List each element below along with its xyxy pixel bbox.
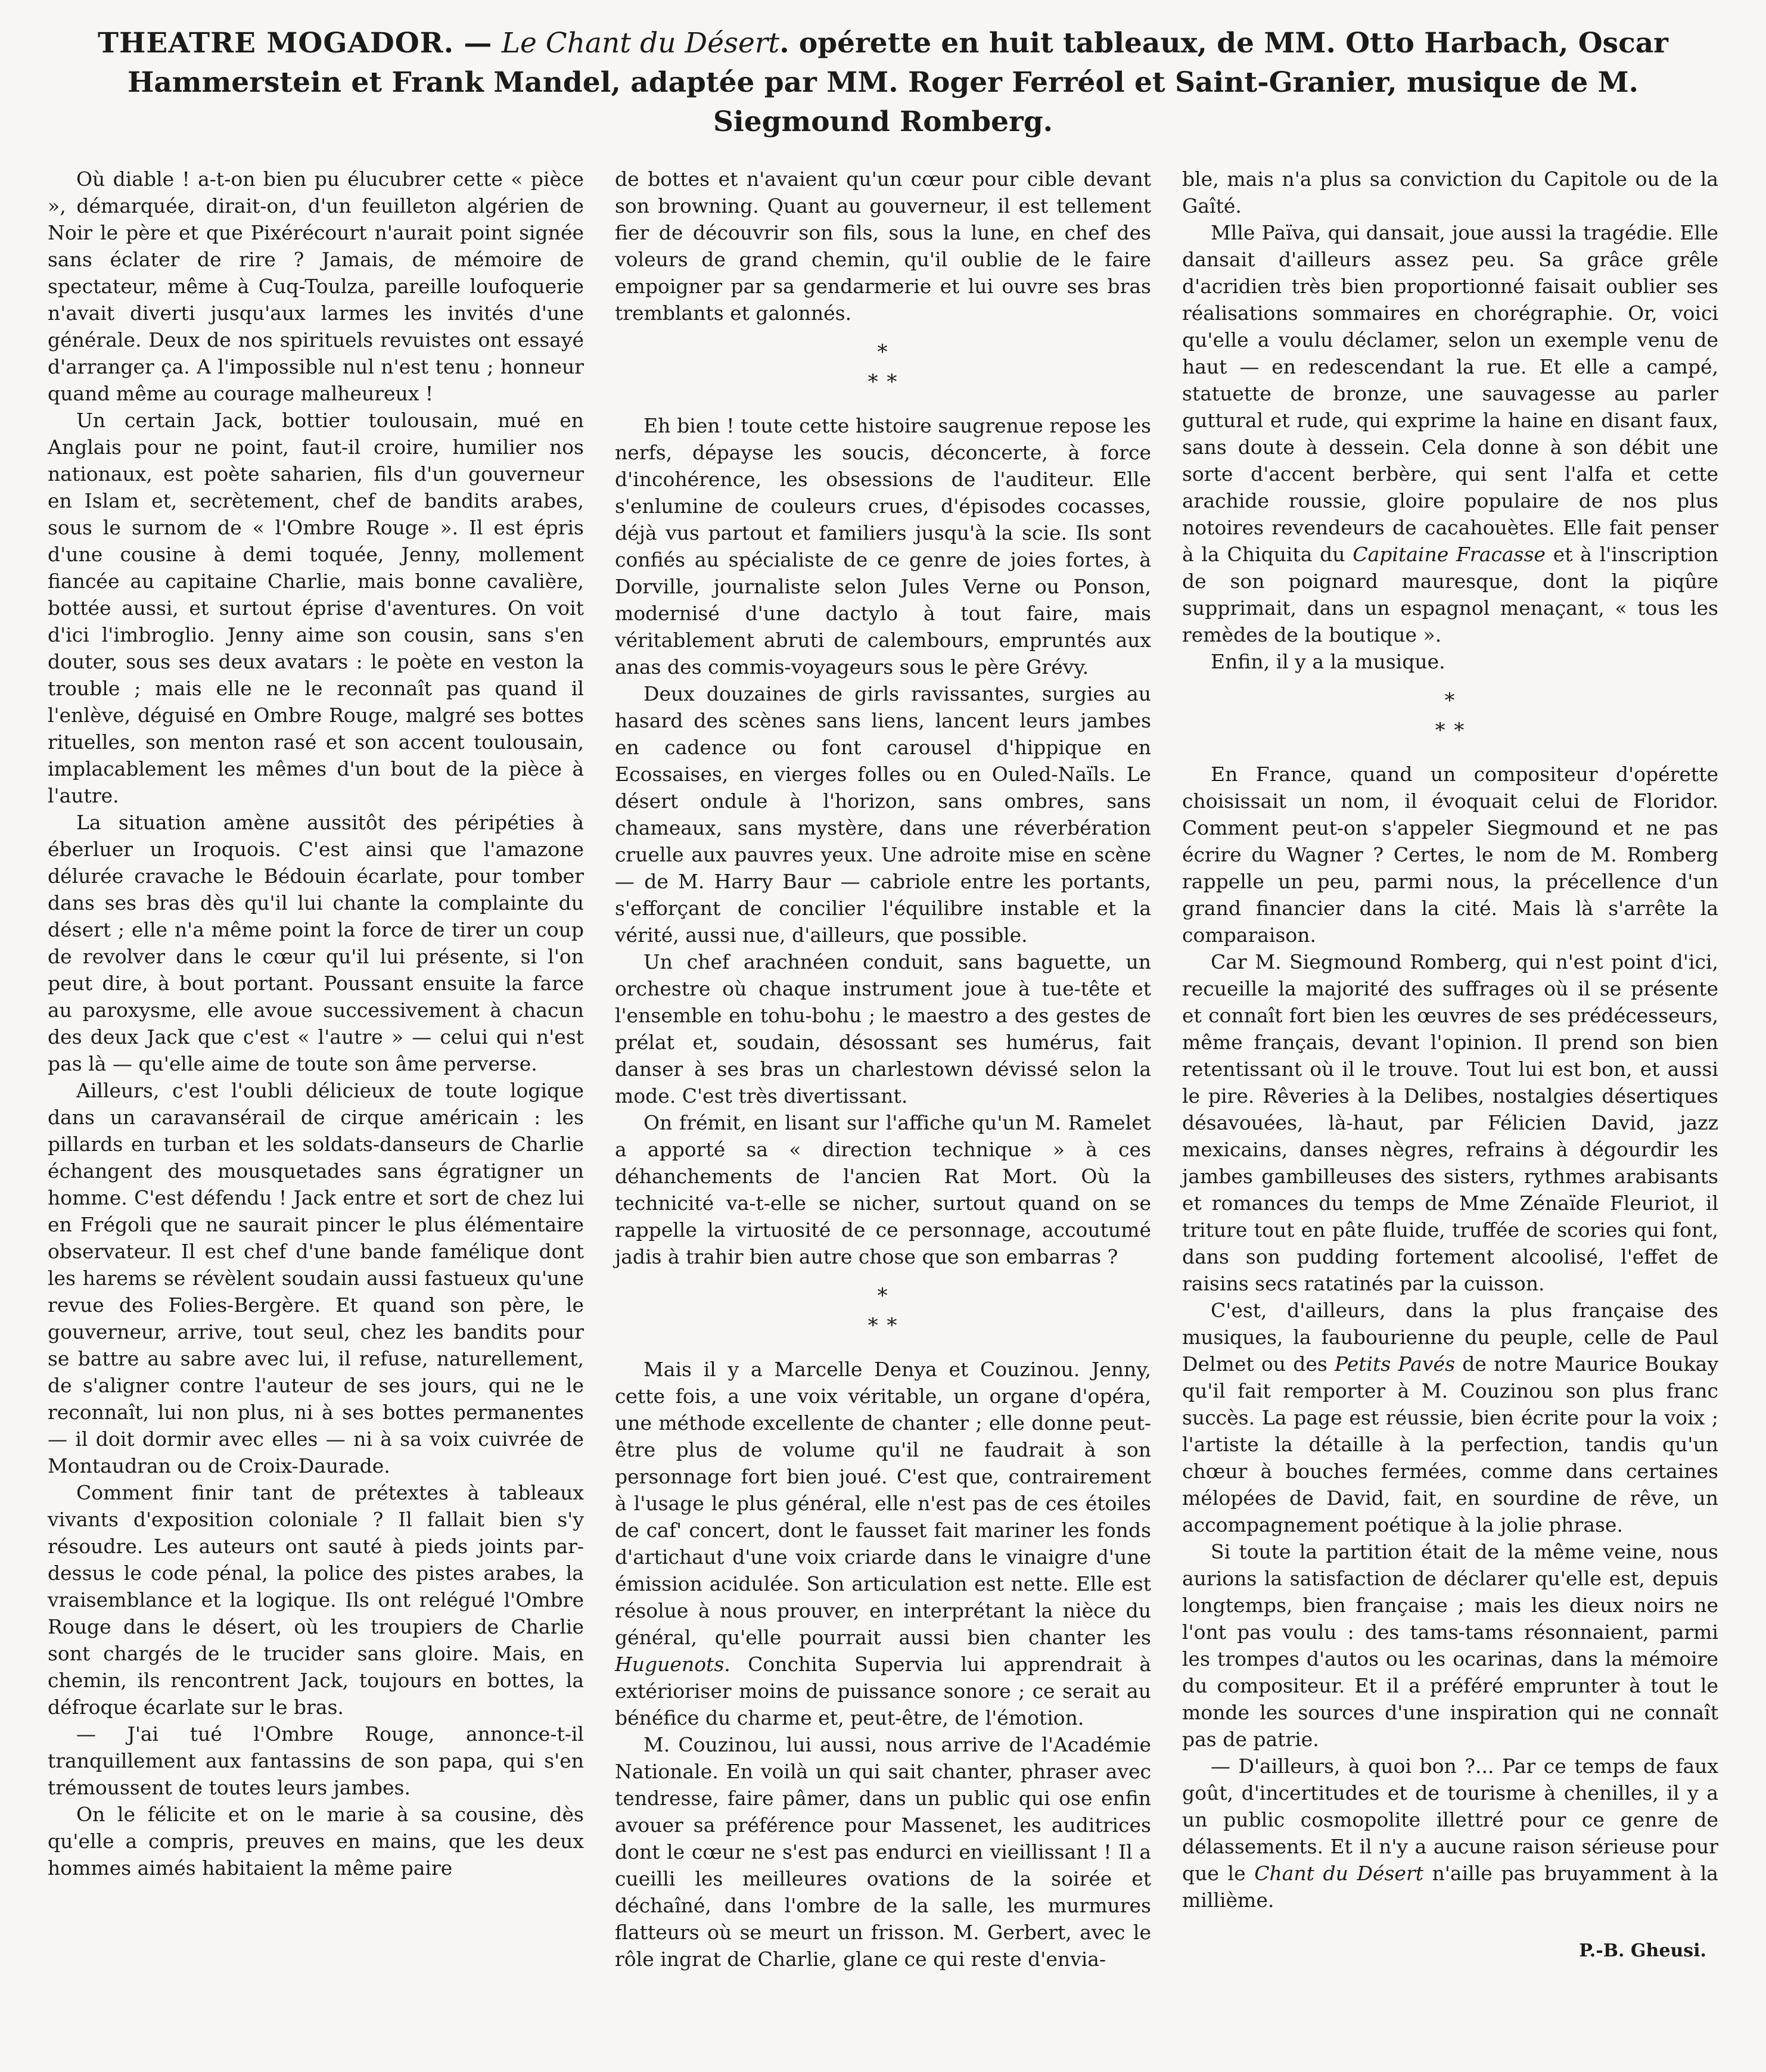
paragraph: Où diable ! a-t-on bien pu élucubrer cette « pièce », démarquée, dirait-on, d'un feuilleton algérien de Noir le père et que Pixérécourt n'aurait point signée sans éclater de rire ? Jamais, de mémoire de spectateur, même à Cuq-Toulza, pareille loufoquerie n'avait diverti jusqu'aux larmes les invités d'une générale. Deux de nos spirituels revuistes ont essayé d'arranger ça. A l'impossible nul n'est tenu ; honneur quand même au courage malheureux ! xyxy=(48,167,584,405)
column-1 xyxy=(48,166,584,2072)
text-run: n'aille pas bruyamment à la millième. xyxy=(1182,1862,1718,1912)
section-separator: * * * xyxy=(868,340,898,394)
text-run: — D'ailleurs, à quoi bon ?... Par ce temps de faux goût, d'incertitudes et de tourisme à chenilles, il y a un public cosmopolite illettré pour ce genre de délassements. Et il n'y a aucune raison sérieuse pour que le xyxy=(1182,1754,1718,1885)
section-separator: * * * xyxy=(1435,689,1466,742)
paragraph: Deux douzaines de girls ravissantes, surgies au hasard des scènes sans liens, lancent leurs jambes en cadence ou font carousel d'hippique en Ecossaises, en vierges folles ou en Ouled-Naïls. Le désert ondule à l'horizon, sans ombres, sans chameaux, sans mystère, dans une réverbération cruelle aux pauvres yeux. Une adroite mise en scène — de M. Harry Baur — cabriole entre les portants, s'efforçant de concilier l'équilibre instable et la vérité, aussi nue, d'ailleurs, que possible. xyxy=(615,682,1151,947)
text-run: de notre Maurice Boukay qu'il fait remporter à M. Couzinou son plus franc succès. La page est réussie, bien écrite pour la voix ; l'artiste la détaille à la perfection, tandis qu'un chœur à bouches fermées, comme dans certaines mélopées de David, fait, en sourdine de rêve, un accompagnement poétique à la jolie phrase. xyxy=(1182,1352,1718,1536)
italic-title: Petits Pavés xyxy=(1335,1352,1456,1376)
paragraph: ble, mais n'a plus sa conviction du Capitole ou de la Gaîté. xyxy=(1182,167,1718,217)
text-run: C'est, d'ailleurs, dans la plus française des musiques, la faubourienne du peuple, celle de Paul Delmet ou des xyxy=(1182,1299,1718,1376)
column-3 xyxy=(1182,166,1718,2072)
paragraph xyxy=(615,1356,1151,1731)
paragraph xyxy=(1182,1753,1718,1914)
paragraph: Un chef arachnéen conduit, sans baguette, un orchestre où chaque instrument joue à tue-tête et l'ensemble en tohu-bohu ; le maestro a des gestes de prélat et, soudain, désossant ses humérus, fait danser à ses bras un charlestown dévissé selon la mode. C'est très divertissant. xyxy=(615,950,1151,1107)
paragraph: La situation amène aussitôt des péripéties à éberluer un Iroquois. C'est ainsi que l'amazone délurée cravache le Bédouin écarlate, pour tomber dans ses bras dès qu'il lui chante la complainte du désert ; elle n'a même point la force de tirer un coup de revolver dans le cœur qu'il lui présente, si l'on peut dire, à bout portant. Poussant ensuite la farce au paroxysme, elle avoue successivement à chacun des deux Jack que c'est « l'autre » — celui qui n'est pas là — qu'elle aime de toute son âme perverse. xyxy=(48,811,584,1075)
paragraph: de bottes et n'avaient qu'un cœur pour cible devant son browning. Quant au gouverneur, il est tellement fier de découvrir son fils, sous la lune, en chef des voleurs de grand chemin, qu'il oublie de le faire empoigner par sa gendarmerie et lui ouvre ses bras tremblants et galonnés. xyxy=(615,167,1151,325)
paragraph xyxy=(1182,219,1718,648)
article-columns xyxy=(48,166,1718,2072)
author-signature: P.-B. Gheusi. xyxy=(1579,1940,1706,1961)
article-headline xyxy=(48,24,1718,142)
paragraph: Si toute la partition était de la même veine, nous aurions la satisfaction de déclarer qu'elle est, depuis longtemps, bien française ; mais les dieux noirs ne l'ont pas voulu : des tams-tams résonnaient, parmi les trompes d'autos ou les ocarinas, dans la mémoire du compositeur. Et il a préféré emprunter à tout le monde les sources d'une inspiration qui ne connaît pas de patrie. xyxy=(1182,1540,1718,1751)
paragraph: Comment finir tant de prétextes à tableaux vivants d'exposition coloniale ? Il fallait bien s'y résoudre. Les auteurs ont sauté à pieds joints par-dessus le code pénal, la police des pistes arabes, la vraisemblance et la logique. Ils ont relégué l'Ombre Rouge dans le désert, où les troupiers de Charlie sont chargés de le trucider sans gloire. Mais, en chemin, ils rencontrent Jack, toujours en bottes, la défroque écarlate sur le bras. xyxy=(48,1481,584,1719)
paragraph: On le félicite et on le marie à sa cousine, dès qu'elle a compris, preuves en mains, que les deux hommes aimés habitaient la même paire xyxy=(48,1803,584,1880)
paragraph: Car M. Siegmound Romberg, qui n'est point d'ici, recueille la majorité des suffrages où il se présente et connaît fort bien les œuvres de ses prédécesseurs, même français, devant l'opinion. Il prend son bien retentissant où il le trouve. Tout lui est bon, et aussi le pire. Rêveries à la Delibes, nostalgies désertiques désavouées, là-haut, par Félicien David, jazz mexicains, danses nègres, refrains à dégourdir les jambes gambilleuses des sisters, rythmes arabisants et romances du temps de Mme Zénaïde Fleuriot, il triture tout en pâte fluide, truffée de scories qui font, dans son pudding fortement alcoolisé, l'effet de raisins secs ratatinés par la cuisson. xyxy=(1182,950,1718,1295)
headline-credits: . opérette en huit tableaux, de MM. Otto Harbach, Oscar Hammerstein et Frank Mandel, adaptée par MM. Roger Ferréol et Saint-Granier, musique de M. Siegmound Romberg. xyxy=(127,27,1668,138)
play-title: Le Chant du Désert xyxy=(501,27,780,60)
paragraph: — J'ai tué l'Ombre Rouge, annonce-t-il tranquillement aux fantassins de son papa, qui s'en trémoussent de toutes leurs jambes. xyxy=(48,1722,584,1799)
text-run: et à l'inscription de son poignard mauresque, dont la piqûre supprimait, dans un espagnol menaçant, « tous les remèdes de la boutique ». xyxy=(1182,543,1718,646)
italic-title: Chant du Désert xyxy=(1254,1862,1423,1885)
headline-dash: — xyxy=(454,27,502,60)
paragraph: Enfin, il y a la musique. xyxy=(1211,650,1445,673)
paragraph: Ailleurs, c'est l'oubli délicieux de toute logique dans un caravansérail de cirque américain : les pillards en turban et les soldats-danseurs de Charlie échangent des mousquetades sans égratigner un homme. C'est défendu ! Jack entre et sort de chez lui en Frégoli que ne saurait pincer le plus élémentaire observateur. Il est chef d'une bande famélique dont les harems se révèlent soudain aussi fastueux qu'une revue des Folies-Bergère. Et quand son père, le gouverneur, arrive, tout seul, chez les bandits pour se battre au sabre avec lui, il refuse, naturellement, de s'aligner contre l'auteur de ses jours, qui ne le reconnaît, lui non plus, ni à ses bottes permanentes — il doit dormir avec elles — ni à sa voix cuivrée de Montaudran ou de Croix-Daurade. xyxy=(48,1079,584,1477)
text-run: Mais il y a Marcelle Denya et Couzinou. Jenny, cette fois, a une voix véritable, un organe d'opéra, une méthode excellente de chanter ; elle donne peut-être plus de volume qu'il ne faudrait à son personnage fort bien joué. C'est que, contrairement à l'usage le plus général, elle n'est pas de ces étoiles de caf' concert, dont le fausset fait mariner les fonds d'artichaut d'une voix criarde dans le vinaigre d'une émission acidulée. Son articulation est nette. Elle est résolue à nous prouver, en interprétant la nièce du général, qu'elle pourrait aussi bien chanter les xyxy=(615,1358,1151,1649)
column-2 xyxy=(615,166,1151,2072)
paragraph: Un certain Jack, bottier toulousain, mué en Anglais pour ne point, faut-il croire, humilier nos nationaux, est poète saharien, fils d'un gouverneur en Islam et, secrètement, chef de bandits arabes, sous le surnom de « l'Ombre Rouge ». Il est épris d'une cousine à demi toquée, Jenny, mollement fiancée au capitaine Charlie, mais bonne cavalière, bottée aussi, et surtout éprise d'aventures. On voit d'ici l'imbroglio. Jenny aime son cousin, sans s'en douter, sous ses deux avatars : le poète en veston la trouble ; mais elle ne le reconnaît pas quand il l'enlève, déguisé en Ombre Rouge, malgré ses bottes rituelles, son menton rasé et son accent toulousain, implacablement les mêmes d'un bout de la pièce à l'autre. xyxy=(48,409,584,807)
paragraph: On frémit, en lisant sur l'affiche qu'un M. Ramelet a apporté sa « direction technique » à ces déhanchements de l'ancien Rat Mort. Où la technicité va-t-elle se nicher, surtout quand on se rappelle la virtuosité de ce personnage, accoutumé jadis à trahir bien autre chose que son embarras ? xyxy=(615,1111,1151,1268)
italic-title: Huguenots xyxy=(615,1653,725,1676)
text-run: Mlle Païva, qui dansait, joue aussi la tragédie. Elle dansait d'ailleurs assez peu. Sa grâce grêle d'acridien très bien proportionné faisait oublier ses réalisations sommaires en chorégraphie. Or, voici qu'elle a voulu déclamer, selon un exemple venu de haut — en redescendant la rue. Et elle a campé, statuette de bronze, une sauvagesse au parler guttural et rude, qui exprime la haine en disant faux, sans doute à dessein. Cela donne à son débit une sorte d'accent berbère, qui sent l'alfa et cette arachide roussie, gloire populaire de nos plus notoires revendeurs de cacahouètes. Elle fait penser à la Chiquita du xyxy=(1182,221,1718,566)
theatre-name: THEATRE MOGADOR. xyxy=(98,27,455,60)
paragraph: En France, quand un compositeur d'opérette choisissait un nom, il évoquait celui de Floridor. Comment peut-on s'appeler Siegmound et ne pas écrire du Wagner ? Certes, le nom de M. Romberg rappelle un peu, parmi nous, la précellence d'un grand financier dans la cité. Mais là s'arrête la comparaison. xyxy=(1182,763,1718,947)
italic-title: Capitaine Fracasse xyxy=(1353,543,1546,566)
paragraph xyxy=(1182,1297,1718,1538)
section-separator: * * * xyxy=(868,1284,898,1337)
paragraph: Eh bien ! toute cette histoire saugrenue repose les nerfs, dépayse les soucis, déconcerte, à force d'incohérence, les obsessions de l'auditeur. Elle s'enlumine de couleurs crues, d'épisodes cocasses, déjà vus partout et familiers jusqu'à la scie. Ils sont confiés au spécialiste de ce genre de joies fortes, à Dorville, journaliste selon Jules Verne ou Ponson, modernisé d'une dactylo à tout faire, mais véritablement abruti de calembours, empruntés aux anas des commis-voyageurs sous le père Grévy. xyxy=(615,414,1151,679)
paragraph: M. Couzinou, lui aussi, nous arrive de l'Académie Nationale. En voilà un qui sait chanter, phraser avec tendresse, faire pâmer, dans un public qui ose enfin avouer sa préférence pour Massenet, les auditrices dont le cœur ne s'est pas endurci en vieillissant ! Il a cueilli les meilleures ovations de la soirée et déchaîné, dans l'ombre de la salle, les murmures flatteurs où se meurt un frisson. M. Gerbert, avec le rôle ingrat de Charlie, glane ce qui reste d'envia- xyxy=(615,1733,1151,1971)
text-run: . Conchita Supervia lui apprendrait à extérioriser moins de puissance sonore ; ce serait au bénéfice du charme et, peut-être, de l'émotion. xyxy=(615,1653,1151,1729)
